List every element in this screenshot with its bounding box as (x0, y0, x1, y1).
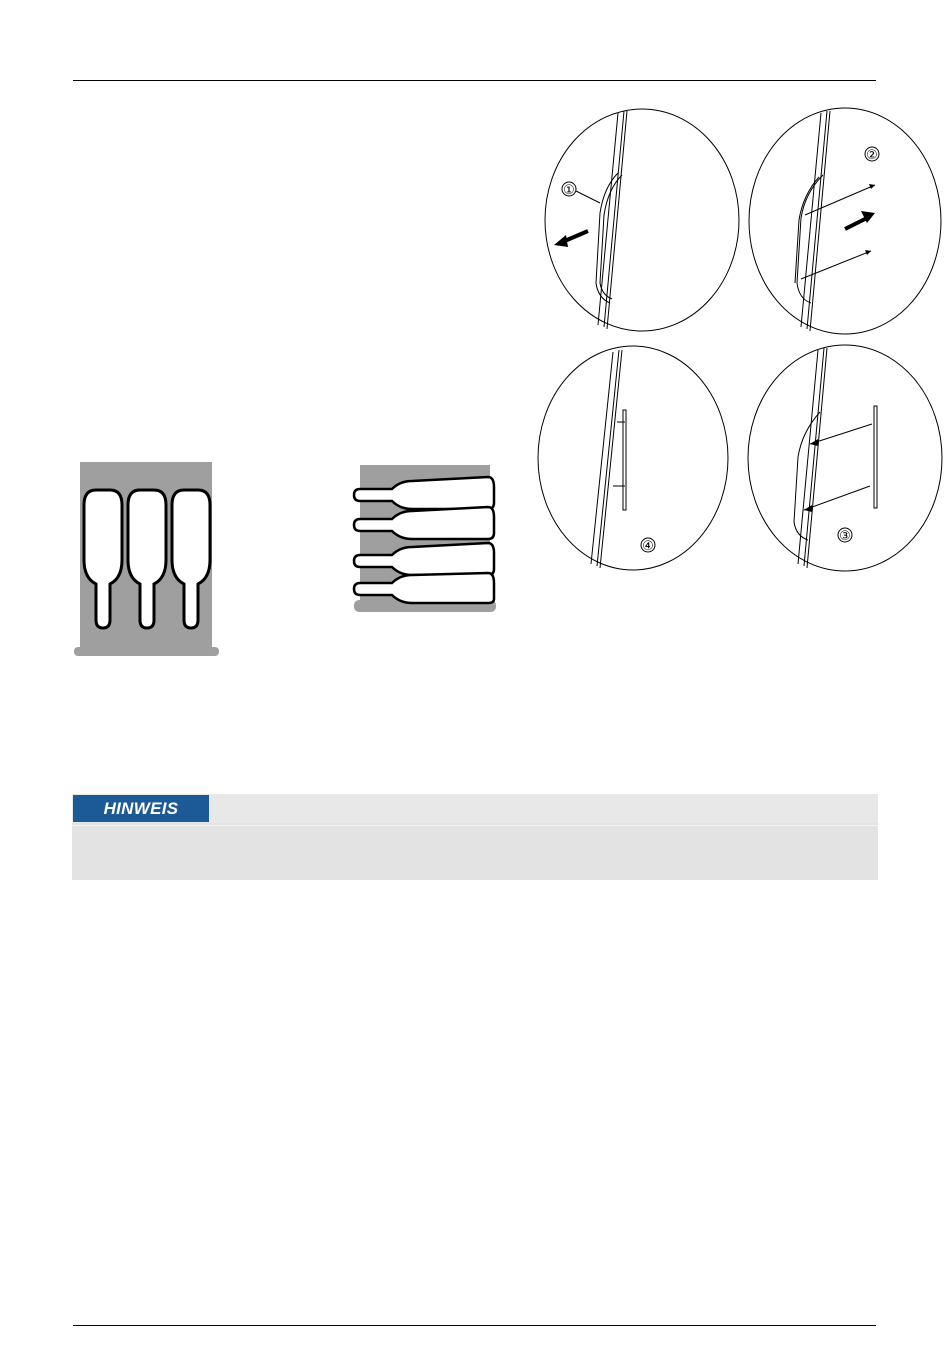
footer-rule (73, 1325, 876, 1326)
notice-divider (72, 825, 878, 826)
stacked-bottles-icon (350, 463, 500, 615)
step-1-label: ① (563, 183, 575, 198)
step-3-label: ③ (839, 529, 851, 544)
step-2-label: ② (866, 148, 878, 163)
notice-box (72, 794, 878, 880)
upright-bottles-icon (74, 460, 219, 657)
handle-removal-step-3 (742, 340, 947, 575)
step-4-label: ④ (642, 539, 654, 554)
handle-removal-step-2 (745, 103, 950, 338)
handle-removal-step-1 (540, 103, 745, 335)
handle-removal-step-4 (535, 342, 735, 574)
notice-label: HINWEIS (73, 795, 209, 822)
header-rule (73, 80, 876, 81)
